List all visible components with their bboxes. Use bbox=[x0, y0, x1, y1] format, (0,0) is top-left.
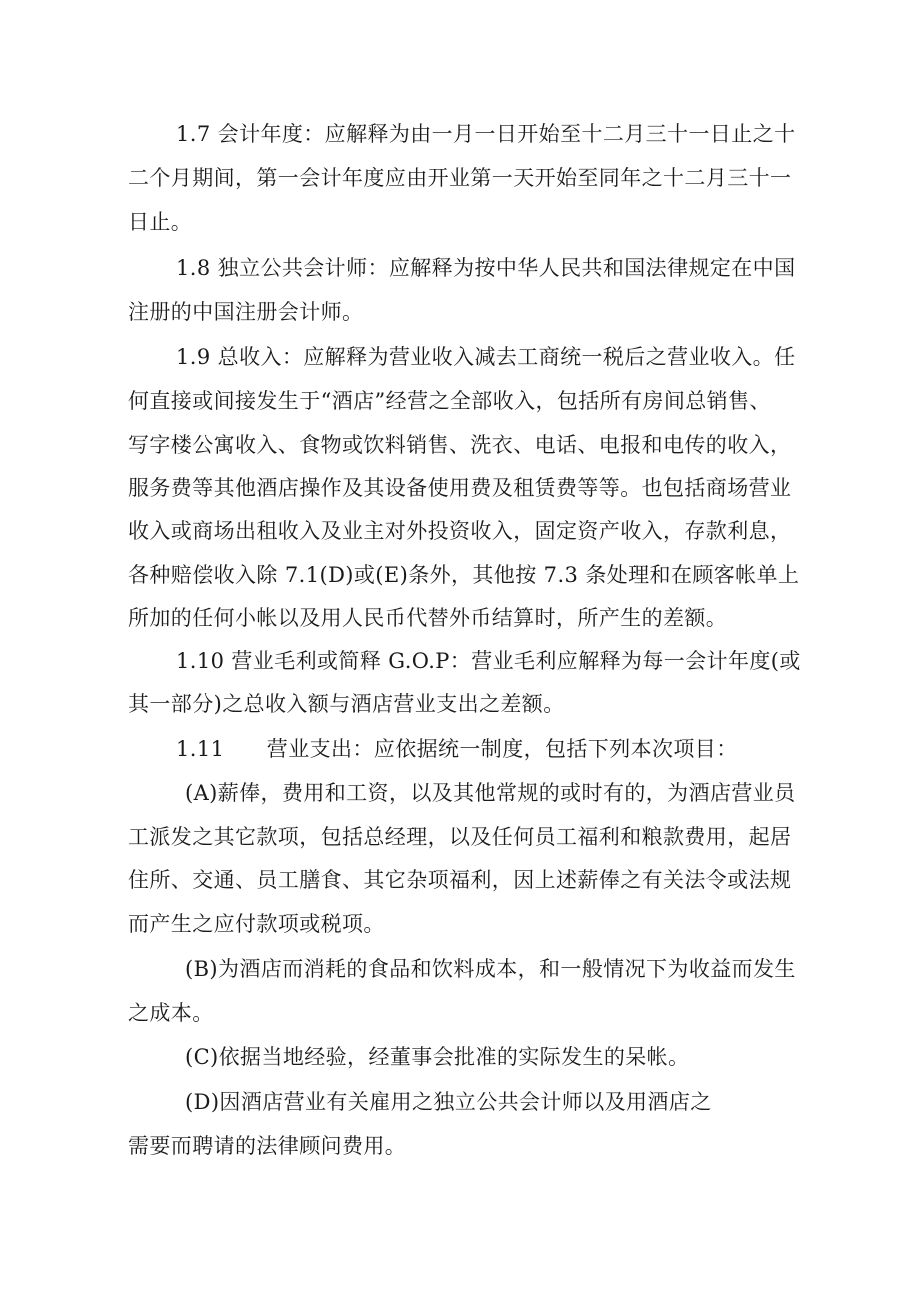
text-line: 1.8 独立公共会计师：应解释为按中华人民共和国法律规定在中国 bbox=[176, 256, 796, 280]
text-line: (B)为酒店而消耗的食品和饮料成本，和一般情况下为收益而发生 bbox=[185, 957, 796, 981]
text-line: 1.11 营业支出：应依据统一制度，包括下列本次项目： bbox=[176, 737, 738, 761]
text-line: 二个月期间，第一会计年度应由开业第一天开始至同年之十二月三十一 bbox=[128, 166, 792, 190]
text-line: 注册的中国注册会计师。 bbox=[128, 300, 364, 324]
text-line: 所加的任何小帐以及用人民币代替外币结算时，所产生的差额。 bbox=[128, 606, 728, 630]
text-line: 何直接或间接发生于“酒店”经营之全部收入，包括所有房间总销售、 bbox=[128, 389, 771, 413]
text-line: 收入或商场出租收入及业主对外投资收入，固定资产收入，存款利息， bbox=[128, 519, 792, 543]
text-line: (A)薪俸，费用和工资，以及其他常规的或时有的，为酒店营业员 bbox=[185, 781, 796, 805]
text-line: 工派发之其它款项，包括总经理，以及任何员工福利和粮款费用，起居 bbox=[128, 825, 792, 849]
text-line: (D)因酒店营业有关雇用之独立公共会计师以及用酒店之 bbox=[185, 1090, 712, 1114]
text-line: 住所、交通、员工膳食、其它杂项福利，因上述薪俸之有关法令或法规 bbox=[128, 868, 792, 892]
text-line: 之成本。 bbox=[128, 1001, 214, 1025]
text-line: 1.7 会计年度：应解释为由一月一日开始至十二月三十一日止之十 bbox=[176, 122, 796, 146]
text-line: 而产生之应付款项或税项。 bbox=[128, 912, 385, 936]
text-line: 1.9 总收入：应解释为营业收入减去工商统一税后之营业收入。任 bbox=[176, 345, 796, 369]
text-line: 写字楼公寓收入、食物或饮料销售、洗衣、电话、电报和电传的收入， bbox=[128, 433, 792, 457]
text-line: 日止。 bbox=[128, 210, 193, 234]
text-line: 各种赔偿收入除 7.1(D)或(E)条外，其他按 7.3 条处理和在顾客帐单上 bbox=[128, 563, 800, 587]
text-line: 需要而聘请的法律顾问费用。 bbox=[128, 1134, 407, 1158]
text-line: 服务费等其他酒店操作及其设备使用费及租赁费等等。也包括商场营业 bbox=[128, 476, 792, 500]
text-line: 其一部分)之总收入额与酒店营业支出之差额。 bbox=[128, 692, 565, 716]
text-line: (C)依据当地经验，经董事会批准的实际发生的呆帐。 bbox=[185, 1045, 690, 1069]
text-line: 1.10 营业毛利或简释 G.O.P：营业毛利应解释为每一会计年度(或 bbox=[176, 649, 801, 673]
